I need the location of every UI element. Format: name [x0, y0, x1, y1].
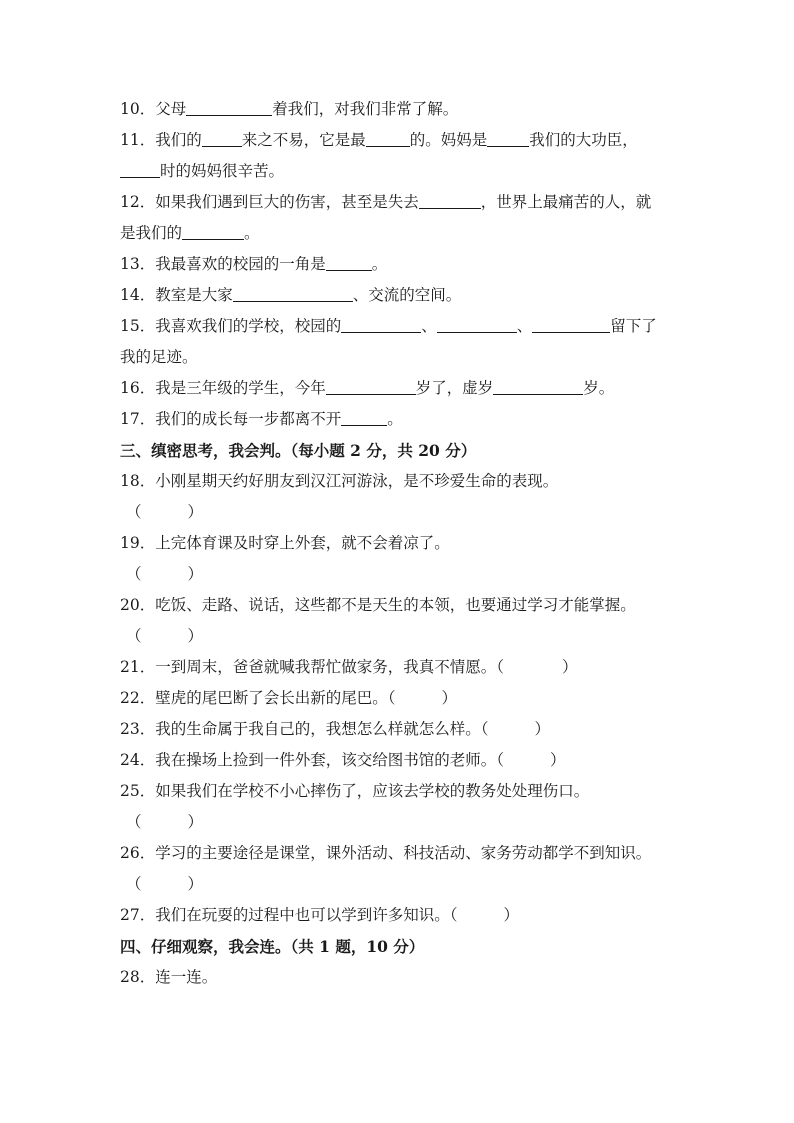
question-19: 19．上完体育课及时穿上外套，就不会着凉了。: [120, 534, 450, 552]
answer-parentheses[interactable]: （ ）: [126, 565, 204, 583]
answer-blank[interactable]: [233, 285, 353, 302]
answer-blank[interactable]: [186, 99, 272, 116]
question-20: 20．吃饭、走路、说话，这些都不是天生的本领，也要通过学习才能掌握。: [120, 596, 636, 614]
question-26: 26．学习的主要途径是课堂，课外活动、科技活动、家务劳动都学不到知识。: [120, 844, 652, 862]
answer-parentheses[interactable]: （ ）: [126, 503, 204, 521]
answer-parentheses[interactable]: （ ）: [126, 813, 204, 831]
answer-blank[interactable]: [341, 409, 387, 426]
question-12-continued: 是我们的 。: [120, 224, 260, 242]
question-13: 13．我最喜欢的校园的一角是 。: [120, 255, 388, 273]
question-10: 10．父母 着我们，对我们非常了解。: [120, 100, 459, 118]
worksheet-page: [120, 94, 680, 993]
answer-blank[interactable]: [341, 316, 421, 333]
question-12: 12．如果我们遇到巨大的伤害，甚至是失去 ，世界上最痛苦的人，就: [120, 193, 652, 211]
question-24: 24．我在操场上捡到一件外套，该交给图书馆的老师。（ ）: [120, 751, 566, 769]
answer-blank[interactable]: [487, 130, 529, 147]
question-15-continued: 我的足迹。: [120, 348, 198, 366]
question-25: 25．如果我们在学校不小心摔伤了，应该去学校的教务处处理伤口。: [120, 782, 590, 800]
answer-blank[interactable]: [532, 316, 610, 333]
answer-blank[interactable]: [120, 161, 160, 178]
section-4-heading: 四、仔细观察，我会连。（共 1 题，10 分）: [120, 937, 425, 956]
answer-blank[interactable]: [493, 378, 583, 395]
question-14: 14．教室是大家 、交流的空间。: [120, 286, 462, 304]
question-28: 28．连一连。: [120, 968, 218, 986]
answer-blank[interactable]: [437, 316, 517, 333]
question-16: 16．我是三年级的学生，今年 岁了，虚岁 岁。: [120, 379, 615, 397]
answer-blank[interactable]: [202, 130, 242, 147]
question-21: 21．一到周末，爸爸就喊我帮忙做家务，我真不情愿。（ ）: [120, 658, 578, 676]
question-15: 15．我喜欢我们的学校，校园的 、 、 留下了: [120, 317, 657, 335]
answer-blank[interactable]: [326, 378, 416, 395]
question-22: 22．壁虎的尾巴断了会长出新的尾巴。（ ）: [120, 689, 457, 707]
answer-parentheses[interactable]: （ ）: [126, 875, 204, 893]
question-27: 27．我们在玩耍的过程中也可以学到许多知识。（ ）: [120, 906, 519, 924]
question-17: 17．我们的成长每一步都离不开 。: [120, 410, 403, 428]
question-11-continued: 时的妈妈很辛苦。: [120, 156, 680, 187]
answer-blank[interactable]: [326, 254, 372, 271]
question-18: 18．小刚星期天约好朋友到汉江河游泳，是不珍爱生命的表现。: [120, 472, 559, 490]
section-3-heading: 三、缜密思考，我会判。（每小题 2 分，共 20 分）: [120, 441, 477, 460]
question-23: 23．我的生命属于我自己的，我想怎么样就怎么样。（ ）: [120, 720, 550, 738]
answer-blank[interactable]: [182, 223, 244, 240]
answer-parentheses[interactable]: （ ）: [126, 627, 204, 645]
question-11: 11．我们的 来之不易，它是最 的。妈妈是 我们的大功臣，: [120, 131, 638, 149]
answer-blank[interactable]: [366, 130, 410, 147]
answer-blank[interactable]: [419, 192, 481, 209]
